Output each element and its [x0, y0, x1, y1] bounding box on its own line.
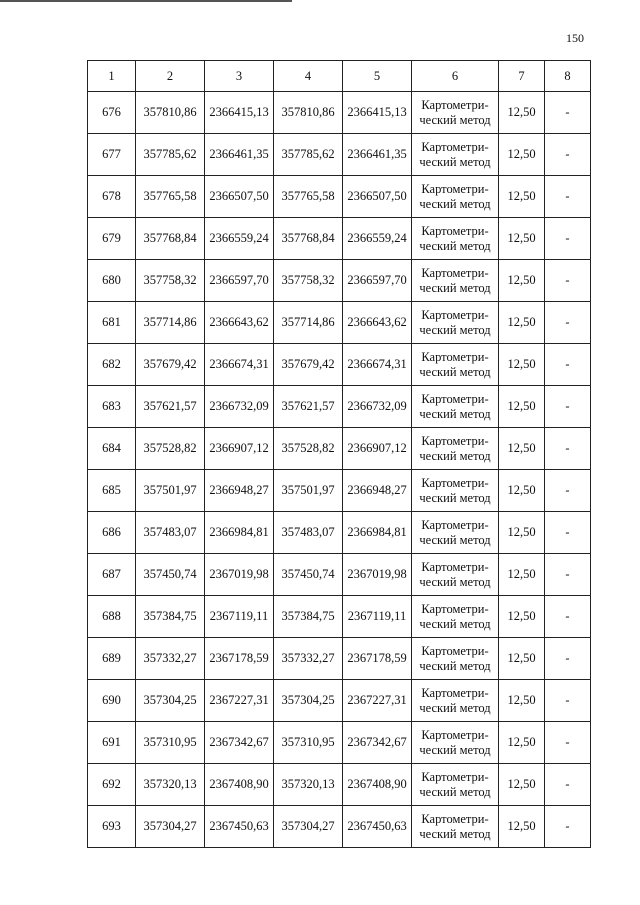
x-coordinate-cell: 357483,07	[136, 512, 205, 554]
point-number-cell: 688	[88, 596, 136, 638]
y-coordinate-cell: 2366907,12	[205, 428, 274, 470]
y-coordinate-cell: 2366907,12	[343, 428, 412, 470]
method-text-line-2: ческий метод	[419, 112, 491, 127]
note-cell: -	[545, 638, 591, 680]
x-coordinate-cell: 357810,86	[274, 92, 343, 134]
note-cell: -	[545, 302, 591, 344]
y-coordinate-cell: 2366948,27	[343, 470, 412, 512]
x-coordinate-cell: 357768,84	[274, 218, 343, 260]
method-text-line-1: Картометри-	[421, 643, 489, 658]
method-cell	[412, 722, 499, 764]
table-row	[88, 680, 591, 722]
y-coordinate-cell: 2366597,70	[205, 260, 274, 302]
accuracy-cell: 12,50	[499, 764, 545, 806]
x-coordinate-cell: 357332,27	[136, 638, 205, 680]
point-number-cell: 685	[88, 470, 136, 512]
method-text-line-1: Картометри-	[421, 307, 489, 322]
method-text-line-2: ческий метод	[419, 490, 491, 505]
y-coordinate-cell: 2367408,90	[205, 764, 274, 806]
accuracy-cell: 12,50	[499, 260, 545, 302]
point-number-cell: 677	[88, 134, 136, 176]
y-coordinate-cell: 2366948,27	[205, 470, 274, 512]
y-coordinate-cell: 2367408,90	[343, 764, 412, 806]
method-cell	[412, 470, 499, 512]
table-row	[88, 428, 591, 470]
x-coordinate-cell: 357310,95	[136, 722, 205, 764]
y-coordinate-cell: 2366507,50	[343, 176, 412, 218]
method-cell	[412, 638, 499, 680]
y-coordinate-cell: 2366415,13	[205, 92, 274, 134]
y-coordinate-cell: 2366559,24	[205, 218, 274, 260]
point-number-cell: 692	[88, 764, 136, 806]
accuracy-cell: 12,50	[499, 302, 545, 344]
method-text-line-1: Картометри-	[421, 517, 489, 532]
y-coordinate-cell: 2367450,63	[343, 806, 412, 848]
accuracy-cell: 12,50	[499, 428, 545, 470]
accuracy-cell: 12,50	[499, 386, 545, 428]
y-coordinate-cell: 2367227,31	[343, 680, 412, 722]
method-text-line-2: ческий метод	[419, 406, 491, 421]
table-row	[88, 260, 591, 302]
y-coordinate-cell: 2367119,11	[343, 596, 412, 638]
method-text-line-1: Картометри-	[421, 139, 489, 154]
header-cell: 6	[412, 61, 499, 92]
point-number-cell: 683	[88, 386, 136, 428]
accuracy-cell: 12,50	[499, 176, 545, 218]
table-row	[88, 218, 591, 260]
y-coordinate-cell: 2366984,81	[343, 512, 412, 554]
point-number-cell: 678	[88, 176, 136, 218]
method-text-line-1: Картометри-	[421, 475, 489, 490]
accuracy-cell: 12,50	[499, 596, 545, 638]
point-number-cell: 689	[88, 638, 136, 680]
x-coordinate-cell: 357450,74	[136, 554, 205, 596]
method-cell	[412, 680, 499, 722]
note-cell: -	[545, 764, 591, 806]
x-coordinate-cell: 357758,32	[274, 260, 343, 302]
x-coordinate-cell: 357304,27	[274, 806, 343, 848]
note-cell: -	[545, 92, 591, 134]
table-row	[88, 470, 591, 512]
note-cell: -	[545, 470, 591, 512]
header-cell: 7	[499, 61, 545, 92]
table-row	[88, 176, 591, 218]
x-coordinate-cell: 357501,97	[136, 470, 205, 512]
y-coordinate-cell: 2366415,13	[343, 92, 412, 134]
y-coordinate-cell: 2366597,70	[343, 260, 412, 302]
method-text-line-1: Картометри-	[421, 97, 489, 112]
point-number-cell: 684	[88, 428, 136, 470]
method-text-line-1: Картометри-	[421, 769, 489, 784]
note-cell: -	[545, 176, 591, 218]
y-coordinate-cell: 2366674,31	[205, 344, 274, 386]
header-cell: 2	[136, 61, 205, 92]
point-number-cell: 687	[88, 554, 136, 596]
method-cell	[412, 428, 499, 470]
method-text-line-2: ческий метод	[419, 154, 491, 169]
y-coordinate-cell: 2367119,11	[205, 596, 274, 638]
x-coordinate-cell: 357758,32	[136, 260, 205, 302]
x-coordinate-cell: 357483,07	[274, 512, 343, 554]
point-number-cell: 691	[88, 722, 136, 764]
header-cell: 1	[88, 61, 136, 92]
y-coordinate-cell: 2367342,67	[205, 722, 274, 764]
method-cell	[412, 512, 499, 554]
x-coordinate-cell: 357304,27	[136, 806, 205, 848]
table-row	[88, 344, 591, 386]
y-coordinate-cell: 2366461,35	[205, 134, 274, 176]
accuracy-cell: 12,50	[499, 344, 545, 386]
table-row	[88, 596, 591, 638]
x-coordinate-cell: 357450,74	[274, 554, 343, 596]
method-text-line-1: Картометри-	[421, 391, 489, 406]
x-coordinate-cell: 357304,25	[136, 680, 205, 722]
table-row	[88, 554, 591, 596]
method-cell	[412, 260, 499, 302]
accuracy-cell: 12,50	[499, 638, 545, 680]
method-text-line-1: Картометри-	[421, 181, 489, 196]
y-coordinate-cell: 2366732,09	[343, 386, 412, 428]
point-number-cell: 681	[88, 302, 136, 344]
method-text-line-1: Картометри-	[421, 685, 489, 700]
y-coordinate-cell: 2366643,62	[343, 302, 412, 344]
note-cell: -	[545, 134, 591, 176]
method-text-line-1: Картометри-	[421, 349, 489, 364]
method-text-line-2: ческий метод	[419, 280, 491, 295]
method-cell	[412, 218, 499, 260]
y-coordinate-cell: 2367342,67	[343, 722, 412, 764]
point-number-cell: 679	[88, 218, 136, 260]
method-cell	[412, 344, 499, 386]
note-cell: -	[545, 218, 591, 260]
x-coordinate-cell: 357501,97	[274, 470, 343, 512]
x-coordinate-cell: 357785,62	[274, 134, 343, 176]
accuracy-cell: 12,50	[499, 134, 545, 176]
x-coordinate-cell: 357528,82	[136, 428, 205, 470]
x-coordinate-cell: 357679,42	[274, 344, 343, 386]
method-text-line-2: ческий метод	[419, 238, 491, 253]
coordinates-table	[87, 60, 591, 848]
point-number-cell: 693	[88, 806, 136, 848]
method-text-line-2: ческий метод	[419, 364, 491, 379]
note-cell: -	[545, 806, 591, 848]
x-coordinate-cell: 357621,57	[136, 386, 205, 428]
note-cell: -	[545, 260, 591, 302]
note-cell: -	[545, 680, 591, 722]
point-number-cell: 680	[88, 260, 136, 302]
x-coordinate-cell: 357310,95	[274, 722, 343, 764]
point-number-cell: 690	[88, 680, 136, 722]
page-number: 150	[566, 31, 584, 45]
point-number-cell: 676	[88, 92, 136, 134]
x-coordinate-cell: 357765,58	[136, 176, 205, 218]
y-coordinate-cell: 2366674,31	[343, 344, 412, 386]
method-cell	[412, 92, 499, 134]
method-text-line-2: ческий метод	[419, 700, 491, 715]
header-cell: 3	[205, 61, 274, 92]
header-cell: 5	[343, 61, 412, 92]
x-coordinate-cell: 357304,25	[274, 680, 343, 722]
table-row	[88, 302, 591, 344]
table-row	[88, 134, 591, 176]
table-row	[88, 806, 591, 848]
method-text-line-2: ческий метод	[419, 574, 491, 589]
note-cell: -	[545, 386, 591, 428]
method-text-line-1: Картометри-	[421, 223, 489, 238]
accuracy-cell: 12,50	[499, 512, 545, 554]
x-coordinate-cell: 357679,42	[136, 344, 205, 386]
y-coordinate-cell: 2367019,98	[205, 554, 274, 596]
method-text-line-2: ческий метод	[419, 616, 491, 631]
x-coordinate-cell: 357384,75	[136, 596, 205, 638]
note-cell: -	[545, 554, 591, 596]
x-coordinate-cell: 357384,75	[274, 596, 343, 638]
table-header-row	[88, 61, 591, 92]
method-cell	[412, 596, 499, 638]
y-coordinate-cell: 2366643,62	[205, 302, 274, 344]
x-coordinate-cell: 357528,82	[274, 428, 343, 470]
table-row	[88, 386, 591, 428]
method-text-line-2: ческий метод	[419, 742, 491, 757]
x-coordinate-cell: 357714,86	[274, 302, 343, 344]
method-cell	[412, 386, 499, 428]
method-cell	[412, 764, 499, 806]
accuracy-cell: 12,50	[499, 92, 545, 134]
table-row	[88, 638, 591, 680]
y-coordinate-cell: 2367178,59	[343, 638, 412, 680]
method-text-line-2: ческий метод	[419, 448, 491, 463]
x-coordinate-cell: 357785,62	[136, 134, 205, 176]
x-coordinate-cell: 357621,57	[274, 386, 343, 428]
method-cell	[412, 302, 499, 344]
y-coordinate-cell: 2366461,35	[343, 134, 412, 176]
accuracy-cell: 12,50	[499, 680, 545, 722]
note-cell: -	[545, 596, 591, 638]
point-number-cell: 686	[88, 512, 136, 554]
method-text-line-2: ческий метод	[419, 658, 491, 673]
accuracy-cell: 12,50	[499, 554, 545, 596]
point-number-cell: 682	[88, 344, 136, 386]
accuracy-cell: 12,50	[499, 806, 545, 848]
x-coordinate-cell: 357320,13	[274, 764, 343, 806]
header-cell: 4	[274, 61, 343, 92]
note-cell: -	[545, 344, 591, 386]
method-text-line-2: ческий метод	[419, 532, 491, 547]
method-text-line-2: ческий метод	[419, 196, 491, 211]
table-row	[88, 722, 591, 764]
x-coordinate-cell: 357332,27	[274, 638, 343, 680]
method-cell	[412, 176, 499, 218]
y-coordinate-cell: 2367227,31	[205, 680, 274, 722]
table-row	[88, 764, 591, 806]
y-coordinate-cell: 2367450,63	[205, 806, 274, 848]
method-text-line-1: Картометри-	[421, 265, 489, 280]
x-coordinate-cell: 357320,13	[136, 764, 205, 806]
y-coordinate-cell: 2366559,24	[343, 218, 412, 260]
method-text-line-2: ческий метод	[419, 322, 491, 337]
scan-edge-mark	[0, 0, 292, 2]
table-body	[88, 92, 591, 848]
accuracy-cell: 12,50	[499, 722, 545, 764]
x-coordinate-cell: 357810,86	[136, 92, 205, 134]
x-coordinate-cell: 357714,86	[136, 302, 205, 344]
method-text-line-1: Картометри-	[421, 601, 489, 616]
method-text-line-2: ческий метод	[419, 784, 491, 799]
x-coordinate-cell: 357765,58	[274, 176, 343, 218]
method-text-line-1: Картометри-	[421, 727, 489, 742]
y-coordinate-cell: 2367019,98	[343, 554, 412, 596]
method-cell	[412, 554, 499, 596]
header-cell: 8	[545, 61, 591, 92]
method-text-line-1: Картометри-	[421, 433, 489, 448]
table-row	[88, 512, 591, 554]
method-text-line-1: Картометри-	[421, 559, 489, 574]
accuracy-cell: 12,50	[499, 218, 545, 260]
note-cell: -	[545, 512, 591, 554]
accuracy-cell: 12,50	[499, 470, 545, 512]
method-cell	[412, 806, 499, 848]
y-coordinate-cell: 2366984,81	[205, 512, 274, 554]
method-cell	[412, 134, 499, 176]
method-text-line-2: ческий метод	[419, 826, 491, 841]
note-cell: -	[545, 722, 591, 764]
note-cell: -	[545, 428, 591, 470]
method-text-line-1: Картометри-	[421, 811, 489, 826]
x-coordinate-cell: 357768,84	[136, 218, 205, 260]
y-coordinate-cell: 2367178,59	[205, 638, 274, 680]
table-row	[88, 92, 591, 134]
y-coordinate-cell: 2366732,09	[205, 386, 274, 428]
y-coordinate-cell: 2366507,50	[205, 176, 274, 218]
